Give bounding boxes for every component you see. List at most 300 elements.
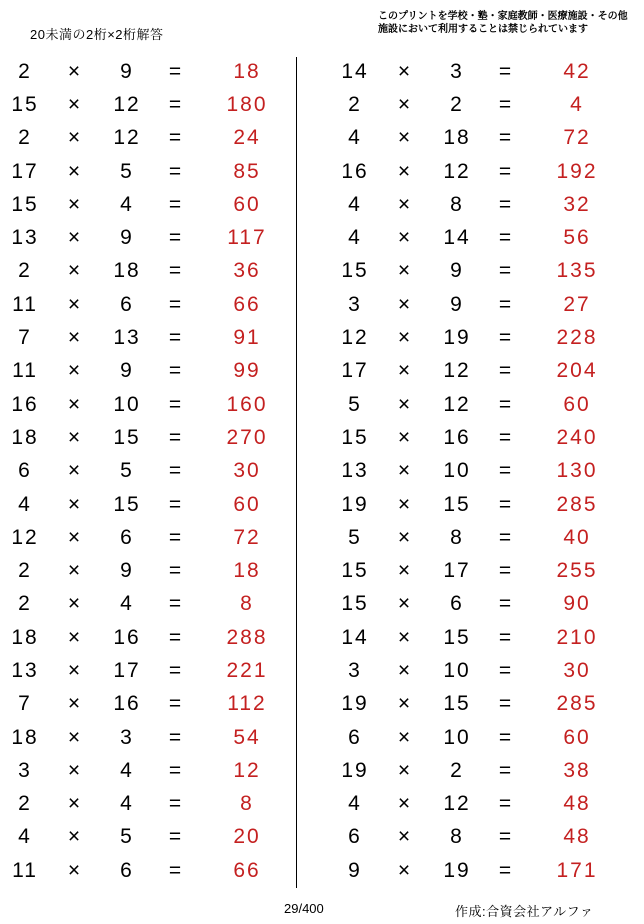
equals-sign: = — [168, 692, 184, 716]
multiplier: 9 — [120, 59, 134, 83]
multiplier: 9 — [120, 559, 134, 583]
multiplier: 15 — [443, 492, 471, 516]
equals-sign: = — [168, 159, 184, 183]
multiplier: 8 — [450, 825, 464, 849]
equals-sign: = — [168, 425, 184, 449]
times-sign: × — [397, 259, 413, 283]
equals-sign: = — [498, 192, 514, 216]
times-sign: × — [397, 359, 413, 383]
multiplier: 12 — [443, 792, 471, 816]
answer: 192 — [556, 159, 598, 183]
multiplicand: 15 — [341, 592, 369, 616]
times-sign: × — [67, 792, 83, 816]
problem-row — [2, 55, 292, 88]
problem-row — [2, 754, 292, 787]
problem-row — [2, 321, 292, 354]
times-sign: × — [397, 159, 413, 183]
answer: 60 — [563, 392, 591, 416]
times-sign: × — [67, 758, 83, 782]
problem-row — [2, 355, 292, 388]
equals-sign: = — [498, 758, 514, 782]
multiplicand: 4 — [348, 192, 362, 216]
answer: 135 — [556, 259, 598, 283]
page-title: 20未満の2桁×2桁解答 — [30, 27, 164, 42]
problem-row — [332, 88, 622, 121]
multiplier: 16 — [113, 625, 141, 649]
times-sign: × — [67, 292, 83, 316]
answer: 60 — [563, 725, 591, 749]
answer: 285 — [556, 692, 598, 716]
multiplier: 12 — [443, 159, 471, 183]
multiplicand: 13 — [341, 459, 369, 483]
answer: 30 — [233, 459, 261, 483]
answer: 18 — [233, 559, 261, 583]
disclaimer-line-2: 施設において利用することは禁じられています — [378, 24, 588, 35]
problem-row — [332, 788, 622, 821]
multiplicand: 18 — [11, 425, 39, 449]
times-sign: × — [67, 459, 83, 483]
multiplier: 9 — [450, 292, 464, 316]
times-sign: × — [67, 825, 83, 849]
problem-row — [332, 421, 622, 454]
multiplier: 17 — [113, 658, 141, 682]
times-sign: × — [397, 592, 413, 616]
problem-row — [332, 654, 622, 687]
multiplicand: 11 — [12, 292, 38, 316]
problem-row — [2, 88, 292, 121]
equals-sign: = — [168, 192, 184, 216]
problem-row — [2, 421, 292, 454]
answer: 54 — [233, 725, 261, 749]
answer: 240 — [556, 425, 598, 449]
multiplier: 10 — [113, 392, 141, 416]
times-sign: × — [67, 126, 83, 150]
multiplier: 12 — [443, 392, 471, 416]
multiplicand: 11 — [12, 858, 38, 882]
multiplier: 2 — [450, 758, 464, 782]
multiplier: 4 — [120, 758, 134, 782]
multiplier: 10 — [443, 658, 471, 682]
times-sign: × — [397, 525, 413, 549]
answer: 112 — [227, 692, 267, 716]
multiplicand: 15 — [11, 192, 39, 216]
times-sign: × — [67, 592, 83, 616]
multiplier: 9 — [450, 259, 464, 283]
problem-row — [2, 155, 292, 188]
multiplier: 14 — [443, 226, 471, 250]
problem-row — [2, 554, 292, 587]
multiplicand: 15 — [341, 425, 369, 449]
equals-sign: = — [168, 259, 184, 283]
equals-sign: = — [168, 725, 184, 749]
multiplier: 10 — [443, 725, 471, 749]
multiplier: 17 — [443, 559, 471, 583]
problem-row — [332, 455, 622, 488]
multiplier: 15 — [443, 625, 471, 649]
answer: 91 — [233, 326, 261, 350]
multiplier: 6 — [450, 592, 464, 616]
multiplicand: 3 — [348, 658, 362, 682]
multiplier: 6 — [120, 858, 134, 882]
multiplicand: 14 — [341, 59, 369, 83]
multiplicand: 2 — [18, 592, 32, 616]
multiplier: 13 — [113, 326, 141, 350]
equals-sign: = — [168, 292, 184, 316]
problem-column-left — [2, 55, 292, 887]
equals-sign: = — [168, 858, 184, 882]
multiplier: 5 — [120, 459, 134, 483]
times-sign: × — [67, 559, 83, 583]
problem-row — [332, 321, 622, 354]
equals-sign: = — [498, 292, 514, 316]
multiplier: 19 — [443, 326, 471, 350]
times-sign: × — [397, 559, 413, 583]
times-sign: × — [397, 858, 413, 882]
multiplier: 4 — [120, 192, 134, 216]
multiplicand: 12 — [11, 525, 39, 549]
multiplicand: 18 — [11, 725, 39, 749]
problem-row — [2, 488, 292, 521]
multiplier: 9 — [120, 359, 134, 383]
equals-sign: = — [168, 392, 184, 416]
equals-sign: = — [168, 459, 184, 483]
times-sign: × — [397, 459, 413, 483]
problem-row — [2, 821, 292, 854]
answer: 288 — [226, 625, 268, 649]
problem-row — [2, 621, 292, 654]
answer: 160 — [226, 392, 268, 416]
multiplicand: 3 — [18, 758, 32, 782]
answer: 72 — [563, 126, 591, 150]
times-sign: × — [397, 792, 413, 816]
equals-sign: = — [498, 59, 514, 83]
answer: 42 — [563, 59, 591, 83]
multiplicand: 18 — [11, 625, 39, 649]
multiplicand: 19 — [341, 758, 369, 782]
answer: 60 — [233, 492, 261, 516]
equals-sign: = — [498, 425, 514, 449]
times-sign: × — [397, 825, 413, 849]
multiplier: 12 — [113, 92, 141, 116]
multiplicand: 6 — [18, 459, 32, 483]
problem-row — [2, 188, 292, 221]
problem-row — [2, 388, 292, 421]
times-sign: × — [397, 226, 413, 250]
answer: 30 — [563, 658, 591, 682]
times-sign: × — [397, 326, 413, 350]
multiplicand: 2 — [18, 559, 32, 583]
times-sign: × — [397, 692, 413, 716]
multiplicand: 4 — [348, 792, 362, 816]
equals-sign: = — [168, 492, 184, 516]
problem-row — [2, 521, 292, 554]
equals-sign: = — [498, 792, 514, 816]
equals-sign: = — [168, 359, 184, 383]
equals-sign: = — [168, 592, 184, 616]
answer: 99 — [233, 359, 261, 383]
multiplier: 15 — [113, 425, 141, 449]
times-sign: × — [67, 658, 83, 682]
multiplicand: 2 — [18, 126, 32, 150]
equals-sign: = — [168, 658, 184, 682]
equals-sign: = — [498, 92, 514, 116]
problem-row — [2, 288, 292, 321]
multiplicand: 2 — [18, 59, 32, 83]
multiplicand: 2 — [18, 259, 32, 283]
answer: 60 — [233, 192, 261, 216]
problem-row — [2, 221, 292, 254]
equals-sign: = — [498, 658, 514, 682]
problem-row — [332, 588, 622, 621]
answer: 90 — [563, 592, 591, 616]
page-number: 29/400 — [284, 901, 324, 916]
multiplicand: 4 — [348, 126, 362, 150]
multiplier: 9 — [120, 226, 134, 250]
times-sign: × — [67, 226, 83, 250]
times-sign: × — [67, 326, 83, 350]
times-sign: × — [397, 92, 413, 116]
problem-row — [332, 221, 622, 254]
answer: 210 — [556, 625, 598, 649]
multiplicand: 11 — [12, 359, 38, 383]
multiplicand: 4 — [18, 492, 32, 516]
multiplier: 12 — [443, 359, 471, 383]
equals-sign: = — [498, 592, 514, 616]
multiplicand: 5 — [348, 525, 362, 549]
times-sign: × — [397, 192, 413, 216]
answer: 4 — [570, 92, 584, 116]
multiplier: 15 — [443, 692, 471, 716]
answer: 270 — [226, 425, 268, 449]
times-sign: × — [67, 359, 83, 383]
equals-sign: = — [168, 126, 184, 150]
answer: 20 — [233, 825, 261, 849]
times-sign: × — [67, 92, 83, 116]
multiplicand: 5 — [348, 392, 362, 416]
multiplicand: 9 — [348, 858, 362, 882]
equals-sign: = — [498, 359, 514, 383]
equals-sign: = — [498, 625, 514, 649]
problem-row — [332, 688, 622, 721]
times-sign: × — [67, 692, 83, 716]
times-sign: × — [67, 858, 83, 882]
problem-column-right — [332, 55, 622, 887]
answer: 38 — [563, 758, 591, 782]
multiplier: 6 — [120, 525, 134, 549]
problem-row — [332, 355, 622, 388]
equals-sign: = — [168, 525, 184, 549]
multiplier: 15 — [113, 492, 141, 516]
equals-sign: = — [498, 259, 514, 283]
times-sign: × — [397, 658, 413, 682]
equals-sign: = — [498, 459, 514, 483]
multiplicand: 17 — [11, 159, 39, 183]
times-sign: × — [67, 425, 83, 449]
multiplicand: 12 — [341, 326, 369, 350]
multiplier: 8 — [450, 525, 464, 549]
times-sign: × — [397, 725, 413, 749]
problem-row — [2, 721, 292, 754]
answer: 221 — [226, 658, 268, 682]
problem-row — [332, 188, 622, 221]
times-sign: × — [397, 758, 413, 782]
problem-row — [332, 754, 622, 787]
problem-row — [2, 255, 292, 288]
multiplicand: 13 — [11, 658, 39, 682]
equals-sign: = — [168, 59, 184, 83]
multiplicand: 19 — [341, 692, 369, 716]
answer: 285 — [556, 492, 598, 516]
answer: 24 — [233, 126, 261, 150]
multiplicand: 4 — [18, 825, 32, 849]
answer: 56 — [563, 226, 591, 250]
problem-row — [2, 455, 292, 488]
multiplicand: 4 — [348, 226, 362, 250]
answer: 180 — [226, 92, 268, 116]
equals-sign: = — [168, 559, 184, 583]
multiplier: 5 — [120, 159, 134, 183]
problem-row — [2, 788, 292, 821]
answer: 130 — [556, 459, 598, 483]
answer: 27 — [563, 292, 591, 316]
answer: 32 — [563, 192, 591, 216]
multiplier: 18 — [443, 126, 471, 150]
equals-sign: = — [498, 858, 514, 882]
multiplier: 8 — [450, 192, 464, 216]
problem-row — [332, 122, 622, 155]
problem-row — [332, 488, 622, 521]
multiplicand: 16 — [341, 159, 369, 183]
answer: 36 — [233, 259, 261, 283]
problem-row — [332, 55, 622, 88]
times-sign: × — [67, 259, 83, 283]
multiplier: 4 — [120, 592, 134, 616]
equals-sign: = — [498, 725, 514, 749]
multiplier: 5 — [120, 825, 134, 849]
equals-sign: = — [498, 326, 514, 350]
equals-sign: = — [498, 692, 514, 716]
problem-row — [2, 654, 292, 687]
equals-sign: = — [498, 226, 514, 250]
equals-sign: = — [498, 159, 514, 183]
credit-text: 作成:合資会社アルファ — [455, 904, 594, 919]
multiplier: 19 — [443, 858, 471, 882]
times-sign: × — [397, 59, 413, 83]
times-sign: × — [397, 425, 413, 449]
multiplicand: 6 — [348, 825, 362, 849]
problem-row — [332, 388, 622, 421]
problem-row — [332, 721, 622, 754]
equals-sign: = — [168, 326, 184, 350]
equals-sign: = — [168, 792, 184, 816]
multiplier: 18 — [113, 259, 141, 283]
multiplicand: 2 — [18, 792, 32, 816]
times-sign: × — [397, 625, 413, 649]
equals-sign: = — [498, 559, 514, 583]
equals-sign: = — [498, 392, 514, 416]
multiplicand: 3 — [348, 292, 362, 316]
answer: 72 — [233, 525, 261, 549]
times-sign: × — [397, 292, 413, 316]
equals-sign: = — [168, 92, 184, 116]
disclaimer — [378, 10, 628, 36]
answer: 40 — [563, 525, 591, 549]
answer: 171 — [556, 858, 598, 882]
problem-row — [332, 255, 622, 288]
times-sign: × — [397, 492, 413, 516]
problem-row — [2, 588, 292, 621]
equals-sign: = — [498, 126, 514, 150]
multiplier: 4 — [120, 792, 134, 816]
multiplier: 16 — [113, 692, 141, 716]
problem-row — [332, 821, 622, 854]
multiplicand: 15 — [341, 259, 369, 283]
times-sign: × — [67, 159, 83, 183]
answer: 18 — [233, 59, 261, 83]
times-sign: × — [397, 392, 413, 416]
times-sign: × — [67, 392, 83, 416]
disclaimer-line-1: このプリントを学校・塾・家庭教師・医療施設・その他 — [378, 11, 628, 22]
times-sign: × — [67, 192, 83, 216]
multiplier: 2 — [450, 92, 464, 116]
answer: 66 — [233, 292, 261, 316]
problem-row — [2, 854, 292, 887]
times-sign: × — [397, 126, 413, 150]
problem-row — [332, 521, 622, 554]
multiplicand: 6 — [348, 725, 362, 749]
multiplicand: 19 — [341, 492, 369, 516]
answer: 8 — [240, 592, 254, 616]
multiplicand: 17 — [341, 359, 369, 383]
answer: 255 — [556, 559, 598, 583]
multiplicand: 7 — [18, 326, 32, 350]
multiplier: 6 — [120, 292, 134, 316]
answer: 85 — [233, 159, 261, 183]
problem-row — [332, 554, 622, 587]
multiplier: 3 — [120, 725, 134, 749]
answer: 48 — [563, 792, 591, 816]
answer: 204 — [556, 359, 598, 383]
times-sign: × — [67, 59, 83, 83]
times-sign: × — [67, 492, 83, 516]
problem-row — [2, 688, 292, 721]
equals-sign: = — [168, 758, 184, 782]
equals-sign: = — [498, 492, 514, 516]
multiplier: 3 — [450, 59, 464, 83]
equals-sign: = — [498, 825, 514, 849]
multiplier: 12 — [113, 126, 141, 150]
answer: 117 — [227, 226, 267, 250]
equals-sign: = — [168, 825, 184, 849]
problem-row — [2, 122, 292, 155]
times-sign: × — [67, 525, 83, 549]
times-sign: × — [67, 725, 83, 749]
answer: 8 — [240, 792, 254, 816]
answer: 48 — [563, 825, 591, 849]
problem-row — [332, 155, 622, 188]
equals-sign: = — [168, 625, 184, 649]
multiplicand: 7 — [18, 692, 32, 716]
multiplicand: 16 — [11, 392, 39, 416]
answer: 66 — [233, 858, 261, 882]
multiplicand: 14 — [341, 625, 369, 649]
multiplicand: 15 — [341, 559, 369, 583]
equals-sign: = — [498, 525, 514, 549]
multiplicand: 13 — [11, 226, 39, 250]
multiplicand: 15 — [11, 92, 39, 116]
problem-row — [332, 621, 622, 654]
equals-sign: = — [168, 226, 184, 250]
